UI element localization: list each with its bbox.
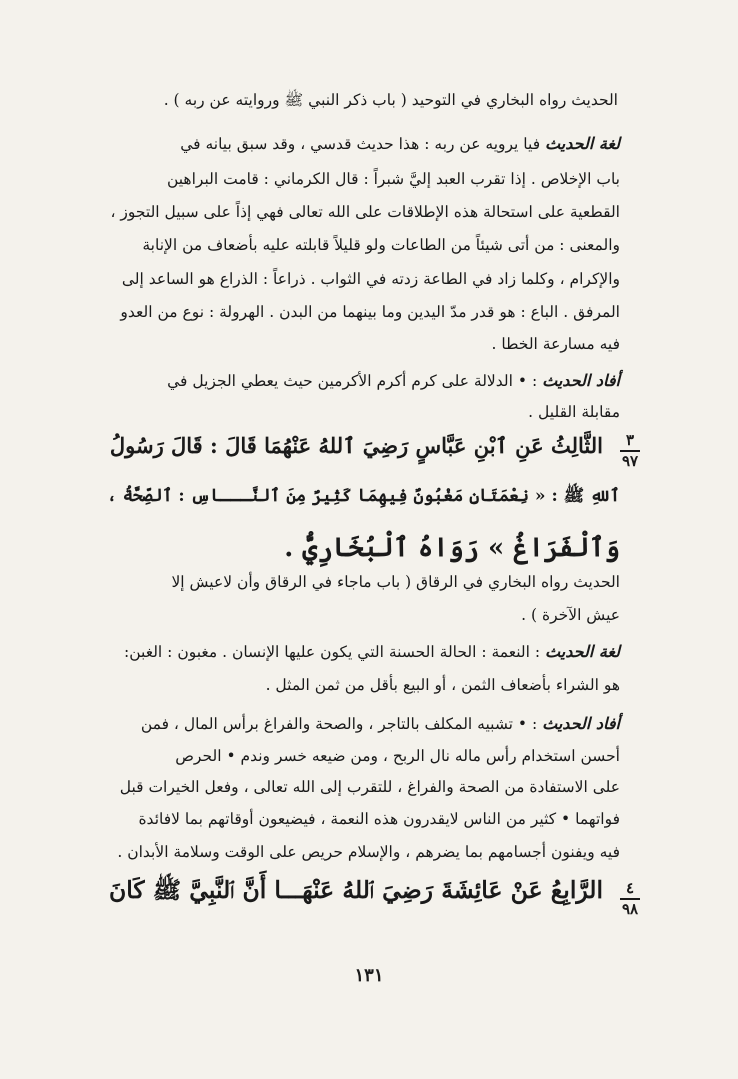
text-line: الحديث رواه البخاري في التوحيد ( باب ذكر النبي ﷺ وروايته عن ربه ) . — [163, 91, 618, 109]
section-label-ifada: أفاد الحديث — [542, 371, 620, 390]
text-line: والمعنى : من أتى شيئاً من الطاعات ولو قليلاً قابلته عليه بأضعاف من الإنابة — [142, 236, 620, 254]
text-line: فيه مسارعة الخطا . — [491, 335, 620, 353]
hadith-text-line: وَٱلْفَرَاغُ » رَوَاهُ ٱلْبُخَارِيُّ . — [284, 533, 620, 563]
section-label-ifada: أفاد الحديث — [542, 714, 620, 733]
hadith-text-line: الثَّالِثُ عَنِ ٱبْنِ عَبَّاسٍ رَضِيَ ٱللهُ عَنْهُمَا قَالَ : قَالَ رَسُولُ — [109, 433, 603, 458]
text-segment: فيا يرويه عن ربه : هذا حديث قدسي ، وقد سبق بيانه في — [180, 135, 541, 153]
hadith-global-number: ٩٨ — [621, 900, 639, 918]
text-line: والإكرام ، وكلما زاد في الطاعة زدته في الثواب . ذراعاً : الذراع هو الساعد إلى — [121, 270, 620, 288]
text-line — [124, 641, 620, 663]
page-number: ١٣١ — [354, 965, 384, 986]
text-line — [167, 370, 620, 392]
text-line: مقابلة القليل . — [528, 403, 620, 421]
text-segment: : — [531, 372, 538, 390]
section-label-lugha: لغة الحديث — [545, 642, 620, 661]
hadith-global-number: ٩٧ — [621, 452, 639, 470]
text-line — [180, 133, 620, 155]
text-line: عيش الآخرة ) . — [521, 606, 620, 624]
text-line: القطعية على استحالة هذه الإطلاقات على الله تعالى فهي إذاً على سبيل التجوز ، — [110, 203, 620, 221]
text-line: أحسن استخدام رأس ماله نال الربح ، ومن ضيعه خسر وندم • الحرص — [175, 747, 620, 765]
hadith-seq-number: ٣ — [625, 431, 635, 449]
hadith-text-line: ٱللهِ ﷺ : « نِعْمَتَانِ مَغْبُونٌ فِيهِمَا كَثِيرٌ مِنَ ٱلنَّـــاسِ : ٱلصِّحَّةُ ، — [106, 486, 620, 506]
text-segment: • الدلالة على كرم أكرم الأكرمين حيث يعطي الجزيل في — [167, 372, 528, 390]
text-line — [141, 713, 620, 735]
text-line: فيه ويفنون أجسامهم بما يضرهم ، والإسلام حريص على الوقت وسلامة الأبدان . — [117, 843, 620, 861]
text-line: المرفق . الباع : هو قدر مدّ اليدين وما بينهما من البدن . الهرولة : نوع من العدو — [120, 303, 620, 321]
text-segment: : النعمة : الحالة الحسنة التي يكون عليها الإنسان . مغبون : الغبن: — [124, 643, 541, 661]
hadith-number-3 — [618, 432, 642, 470]
hadith-text-line: الرَّابِعُ عَنْ عَائِشَةَ رَضِيَ ٱللهُ عَنْهَـــا أَنَّ ٱلنَّبِيَّ ﷺ كَانَ — [108, 876, 603, 904]
text-line: الحديث رواه البخاري في الرقاق ( باب ماجاء في الرقاق وأن لاعيش إلا — [171, 573, 620, 591]
text-line: هو الشراء بأضعاف الثمن ، أو البيع بأقل من ثمن المثل . — [265, 676, 620, 694]
text-line: فواتهما • كثير من الناس لايقدرون هذه النعمة ، فيضيعون أوقاتهم بما لافائدة — [138, 810, 620, 828]
hadith-number-4 — [618, 880, 642, 918]
text-segment: : • تشبيه المكلف بالتاجر ، والصحة والفراغ برأس المال ، فمن — [140, 715, 538, 733]
section-label-lugha: لغة الحديث — [545, 134, 620, 153]
text-line: باب الإخلاص . إذا تقرب العبد إليَّ شبراً : قال الكرماني : قامت البراهين — [166, 170, 620, 188]
text-line: على الاستفادة من الصحة والفراغ ، للتقرب إلى الله تعالى ، وفعل الخيرات قبل — [119, 778, 620, 796]
hadith-seq-number: ٤ — [625, 879, 635, 897]
